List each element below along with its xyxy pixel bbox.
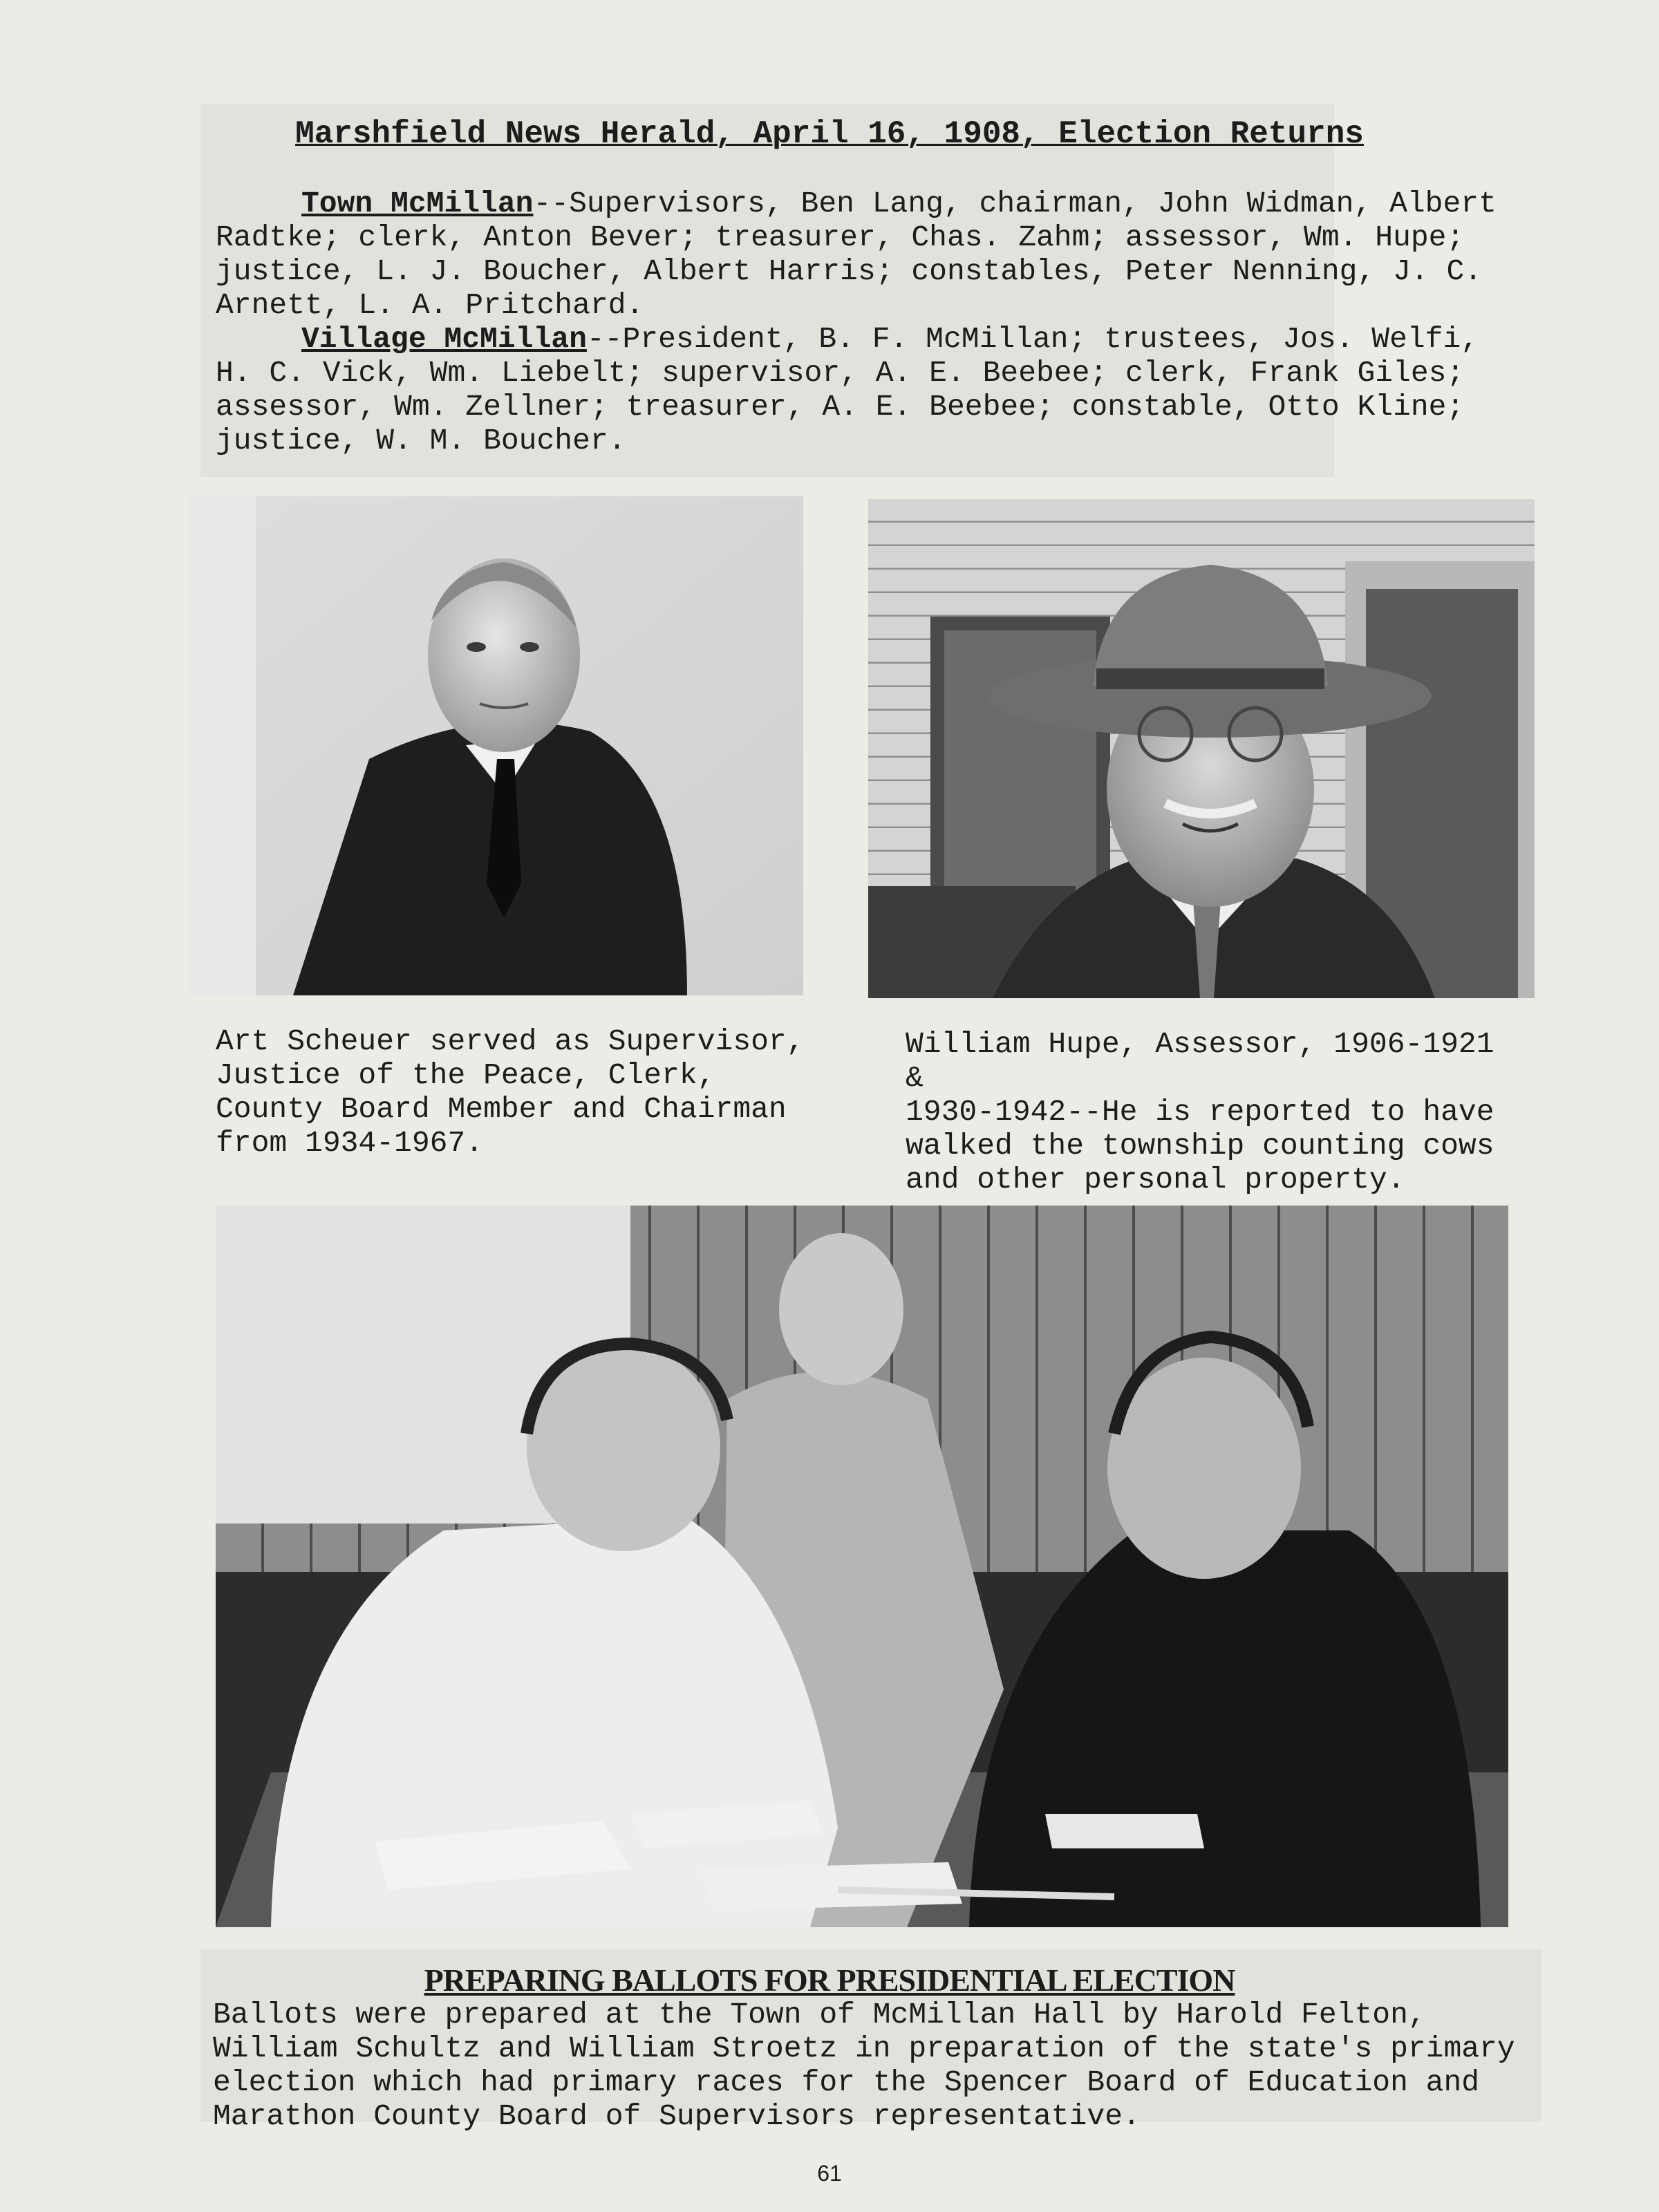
town-heading: Town McMillan — [301, 187, 534, 221]
page-number: 61 — [817, 2161, 842, 2186]
ballots-heading: PREPARING BALLOTS FOR PRESIDENTIAL ELECTION — [424, 1962, 1235, 1998]
ballots-caption: Ballots were prepared at the Town of McMillan Hall by Harold Felton, William Schultz and William Stroetz in preparation of the state's primary election which had primary races for the Spencer Board of Education and Marathon County Board of Supervisors representative. — [213, 1998, 1515, 2133]
election-return-village — [216, 322, 1515, 458]
william-hupe-photo — [868, 499, 1535, 998]
town-officers: --Supervisors, Ben Lang, chairman, John Widman, Albert Radtke; clerk, Anton Bever; treasurer, Chas. Zahm; assessor, Wm. Hupe; justice, L. J. Boucher, Albert Harris; constables, Peter Nenning, J. C. Arnett, L. A. Pritchard. — [216, 187, 1497, 322]
election-return-town — [216, 187, 1515, 322]
village-heading: Village McMillan — [301, 322, 587, 356]
art-scheuer-caption: Art Scheuer served as Supervisor, Justice of the Peace, Clerk, County Board Member and Chairman from 1934-1967. — [216, 1024, 805, 1160]
page-title: Marshfield News Herald, April 16, 1908, Election Returns — [295, 116, 1364, 152]
village-officers: --President, B. F. McMillan; trustees, Jos. Welfi, H. C. Vick, Wm. Liebelt; supervisor, A. E. Beebee; clerk, Frank Giles; assessor, Wm. Zellner; treasurer, A. E. Beebee; constable, Otto Kline; justice, W. M. Boucher. — [216, 322, 1479, 458]
art-scheuer-photo — [189, 496, 803, 995]
william-hupe-caption: William Hupe, Assessor, 1906-1921 & 1930-1942--He is reported to have walked the township counting cows and other personal property. — [906, 1027, 1494, 1197]
ballot-preparation-photo — [216, 1206, 1508, 1927]
